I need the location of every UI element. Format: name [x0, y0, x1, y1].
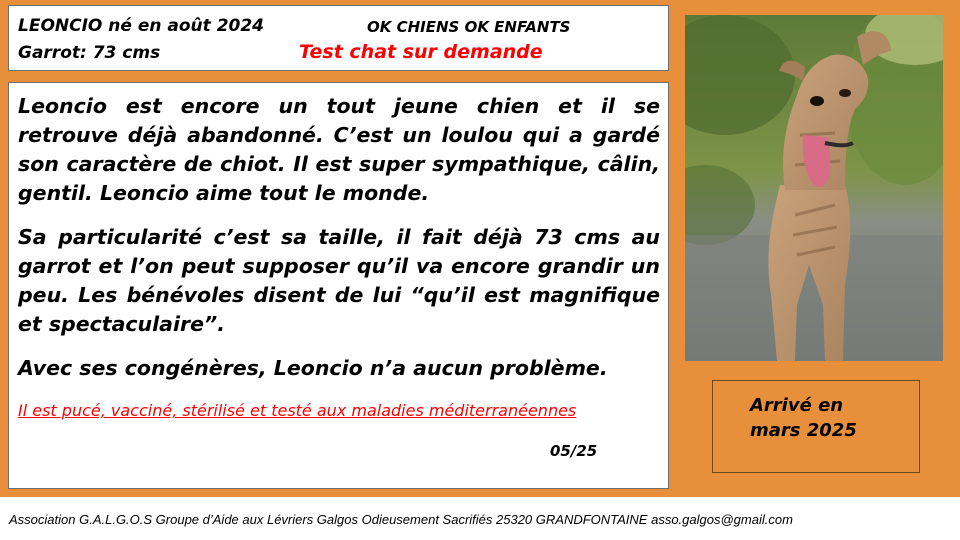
date-code: 05/25 — [550, 442, 598, 460]
health-status-text: Il est pucé, vacciné, stérilisé et testé aux maladies méditerranéennes — [18, 401, 577, 420]
description-paragraph-3: Avec ses congénères, Leoncio n’a aucun problème. — [18, 356, 608, 380]
compatibility-text: OK CHIENS OK ENFANTS — [367, 18, 571, 36]
footer-association-info: Association G.A.L.G.O.S Groupe d’Aide aux Lévriers Galgos Odieusement Sacrifiés 25320 GRANDFONTAINE asso.galgos@gmail.com — [9, 512, 793, 527]
cat-test-text: Test chat sur demande — [299, 41, 543, 63]
description-box — [8, 82, 669, 489]
header-box — [8, 5, 669, 71]
dog-photo — [685, 15, 943, 361]
dog-height: Garrot: 73 cms — [18, 43, 161, 63]
arrival-line-2: mars 2025 — [750, 420, 857, 441]
arrival-box — [712, 380, 920, 473]
description-paragraph-1: Leoncio est encore un tout jeune chien et il se retrouve déjà abandonné. C’est un loulou qui a gardé son caractère de chiot. Il est super sympathique, câlin, gentil. Leoncio aime tout le monde. — [18, 94, 660, 205]
description-paragraph-2: Sa particularité c’est sa taille, il fait déjà 73 cms au garrot et l’on peut supposer qu’il va encore grandir un peu. Les bénévoles disent de lui “qu’il est magnifique et spectaculaire”. — [18, 225, 660, 336]
arrival-line-1: Arrivé en — [750, 395, 844, 416]
dog-name-birth: LEONCIO né en août 2024 — [18, 16, 265, 36]
